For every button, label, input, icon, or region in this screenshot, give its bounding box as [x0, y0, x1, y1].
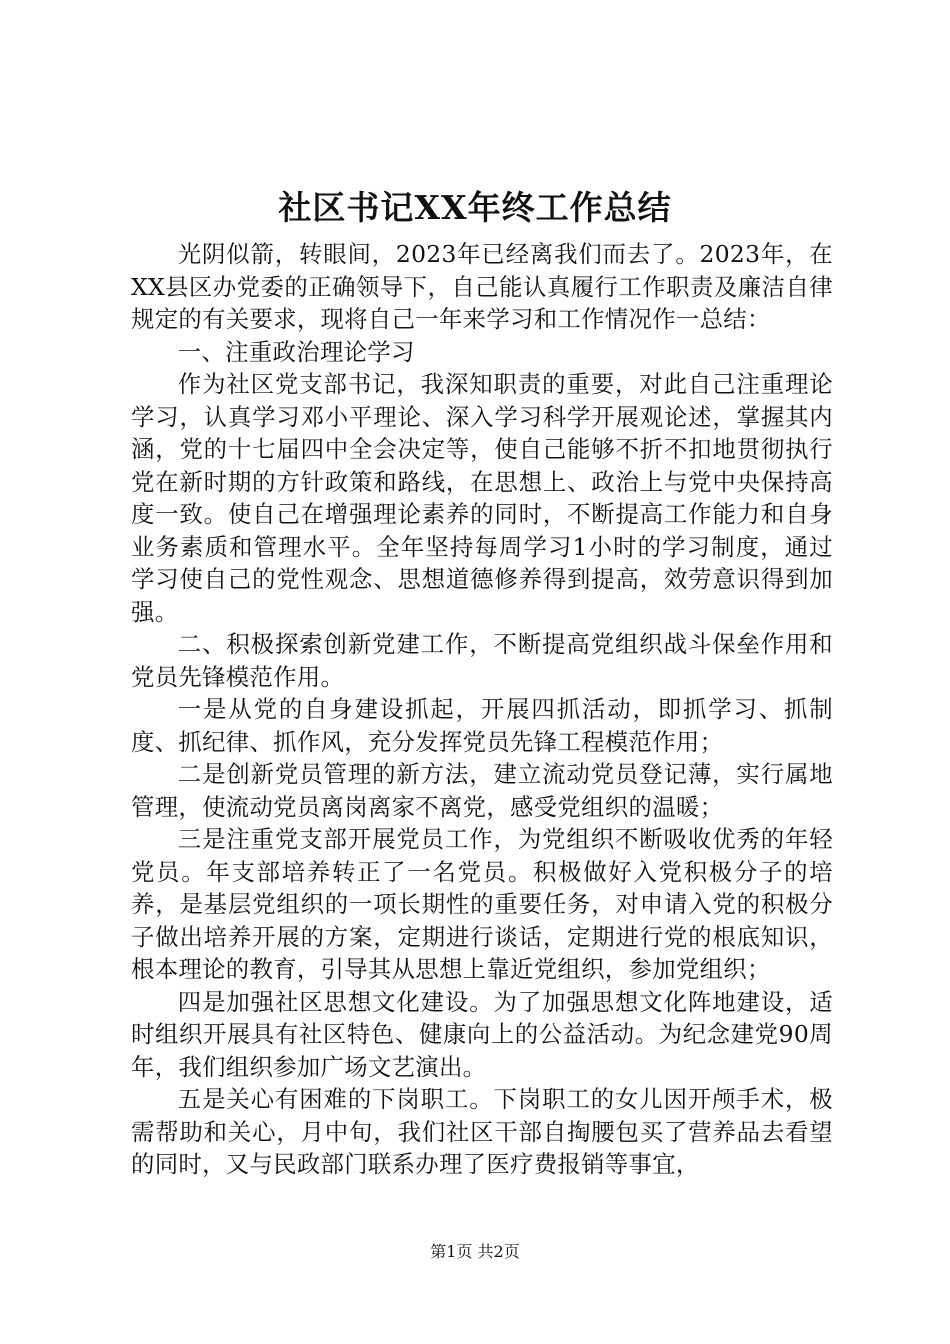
section-heading-1: 一、注重政治理论学习	[177, 337, 415, 366]
paragraph-intro: 光阴似箭，转眼间，2023年已经离我们而去了。2023年，在XX县区办党委的正确领导下，自己能认真履行工作职责及廉洁自律规定的有关要求，现将自己一年来学习和工作情况作一总结：	[131, 240, 833, 333]
section-heading-2: 二、积极探索创新党建工作，不断提高党组织战斗保垒作用和党员先锋模范作用。	[131, 630, 833, 691]
paragraph-point-5: 五是关心有困难的下岗职工。下岗职工的女儿因开颅手术，极需帮助和关心，月中旬，我们社区干部自掏腰包买了营养品去看望的同时，又与民政部门联系办理了医疗费报销等事宜，	[131, 1085, 833, 1178]
document-body	[131, 238, 833, 1181]
paragraph-point-4: 四是加强社区思想文化建设。为了加强思想文化阵地建设，适时组织开展具有社区特色、健康向上的公益活动。为纪念建党90周年，我们组织参加广场文艺演出。	[131, 987, 833, 1081]
paragraph-point-1: 一是从党的自身建设抓起，开展四抓活动，即抓学习、抓制度、抓纪律、抓作风，充分发挥党员先锋工程模范作用；	[131, 695, 833, 756]
page-footer: 第1页 共2页	[430, 1242, 520, 1261]
paragraph-theory-study: 作为社区党支部书记，我深知职责的重要，对此自己注重理论学习，认真学习邓小平理论、深入学习科学开展观论述，掌握其内涵，党的十七届四中全会决定等，使自己能够不折不扣地贯彻执行党在新时期的方针政策和路线，在思想上、政治上与党中央保持高度一致。使自己在增强理论素养的同时，不断提高工作能力和自身业务素质和管理水平。全年坚持每周学习1小时的学习制度，通过学习使自己的党性观念、思想道德修养得到提高，效劳意识得到加强。	[131, 370, 833, 626]
page-title: 社区书记XX年终工作总结	[278, 188, 672, 227]
paragraph-point-3: 三是注重党支部开展党员工作，为党组织不断吸收优秀的年轻党员。年支部培养转正了一名党员。积极做好入党积极分子的培养，是基层党组织的一项长期性的重要任务，对申请入党的积极分子做出培养开展的方案，定期进行谈话，定期进行党的根底知识，根本理论的教育，引导其从思想上靠近党组织，参加党组织；	[131, 825, 833, 983]
paragraph-point-2: 二是创新党员管理的新方法，建立流动党员登记薄，实行属地管理，使流动党员离岗离家不离党，感受党组织的温暖；	[131, 760, 833, 821]
